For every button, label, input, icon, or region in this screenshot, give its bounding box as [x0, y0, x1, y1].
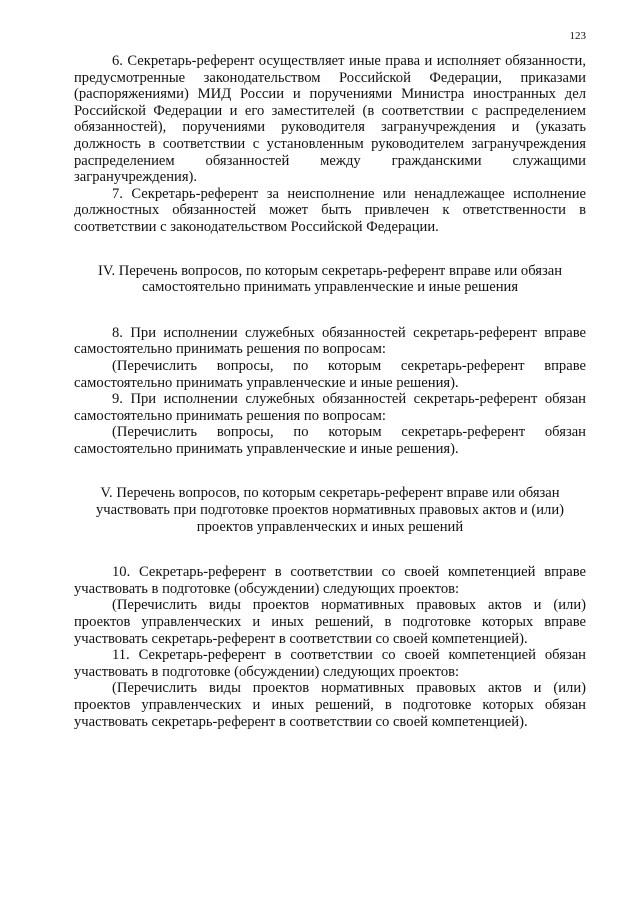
paragraph-8-note: (Перечислить вопросы, по которым секретарь-референт вправе самостоятельно принимать управленческие и иные решения).: [74, 357, 586, 391]
paragraph-10: 10. Секретарь-референт в соответствии со своей компетенцией вправе участвовать в подготовке (обсуждении) следующих проектов:: [74, 564, 586, 597]
section-iv-title: IV. Перечень вопросов, по которым секретарь-референт вправе или обязан самостоятельно принимать управленческие и иные решения: [97, 262, 563, 296]
page-number: 123: [569, 30, 586, 42]
paragraph-7: 7. Секретарь-референт за неисполнение или ненадлежащее исполнение должностных обязанностей может быть привлечен к ответственности в соответствии с законодательством Российской Федерации.: [74, 185, 586, 235]
paragraph-6: 6. Секретарь-референт осуществляет иные права и исполняет обязанности, предусмотренные законодательством Российской Федерации, приказами (распоряжениями) МИД России и поручениями Министра иностранных дел Российской Федерации и его заместителей (в соответствии с распределением обязанностей), поручениями руководителя загранучреждения и (указать должность в соответствии с установленным руководителем загранучреждения распределением обязанностей между гражданскими служащими загранучреждения).: [74, 53, 586, 186]
paragraph-9-note: (Перечислить вопросы, по которым секретарь-референт обязан самостоятельно принимать управленческие и иные решения).: [74, 424, 586, 457]
section-v-title: V. Перечень вопросов, по которым секретарь-референт вправе или обязан участвовать при подготовке проектов нормативных правовых актов и (или) проектов управленческих и иных решений: [96, 485, 564, 535]
paragraph-10-note: (Перечислить виды проектов нормативных правовых актов и (или) проектов управленческих и иных решений, в подготовке которых вправе участвовать секретарь-референт в соответствии со своей компетенцией).: [74, 597, 586, 647]
paragraph-9: 9. При исполнении служебных обязанностей секретарь-референт обязан самостоятельно принимать решения по вопросам:: [74, 391, 586, 424]
paragraph-11-note: (Перечислить виды проектов нормативных правовых актов и (или) проектов управленческих и иных решений, в подготовке которых обязан участвовать секретарь-референт в соответствии со своей компетенцией).: [74, 680, 586, 730]
document-body: [74, 53, 586, 730]
paragraph-11: 11. Секретарь-референт в соответствии со своей компетенцией обязан участвовать в подготовке (обсуждении) следующих проектов:: [74, 647, 586, 680]
paragraph-8: 8. При исполнении служебных обязанностей секретарь-референт вправе самостоятельно принимать решения по вопросам:: [74, 324, 586, 358]
